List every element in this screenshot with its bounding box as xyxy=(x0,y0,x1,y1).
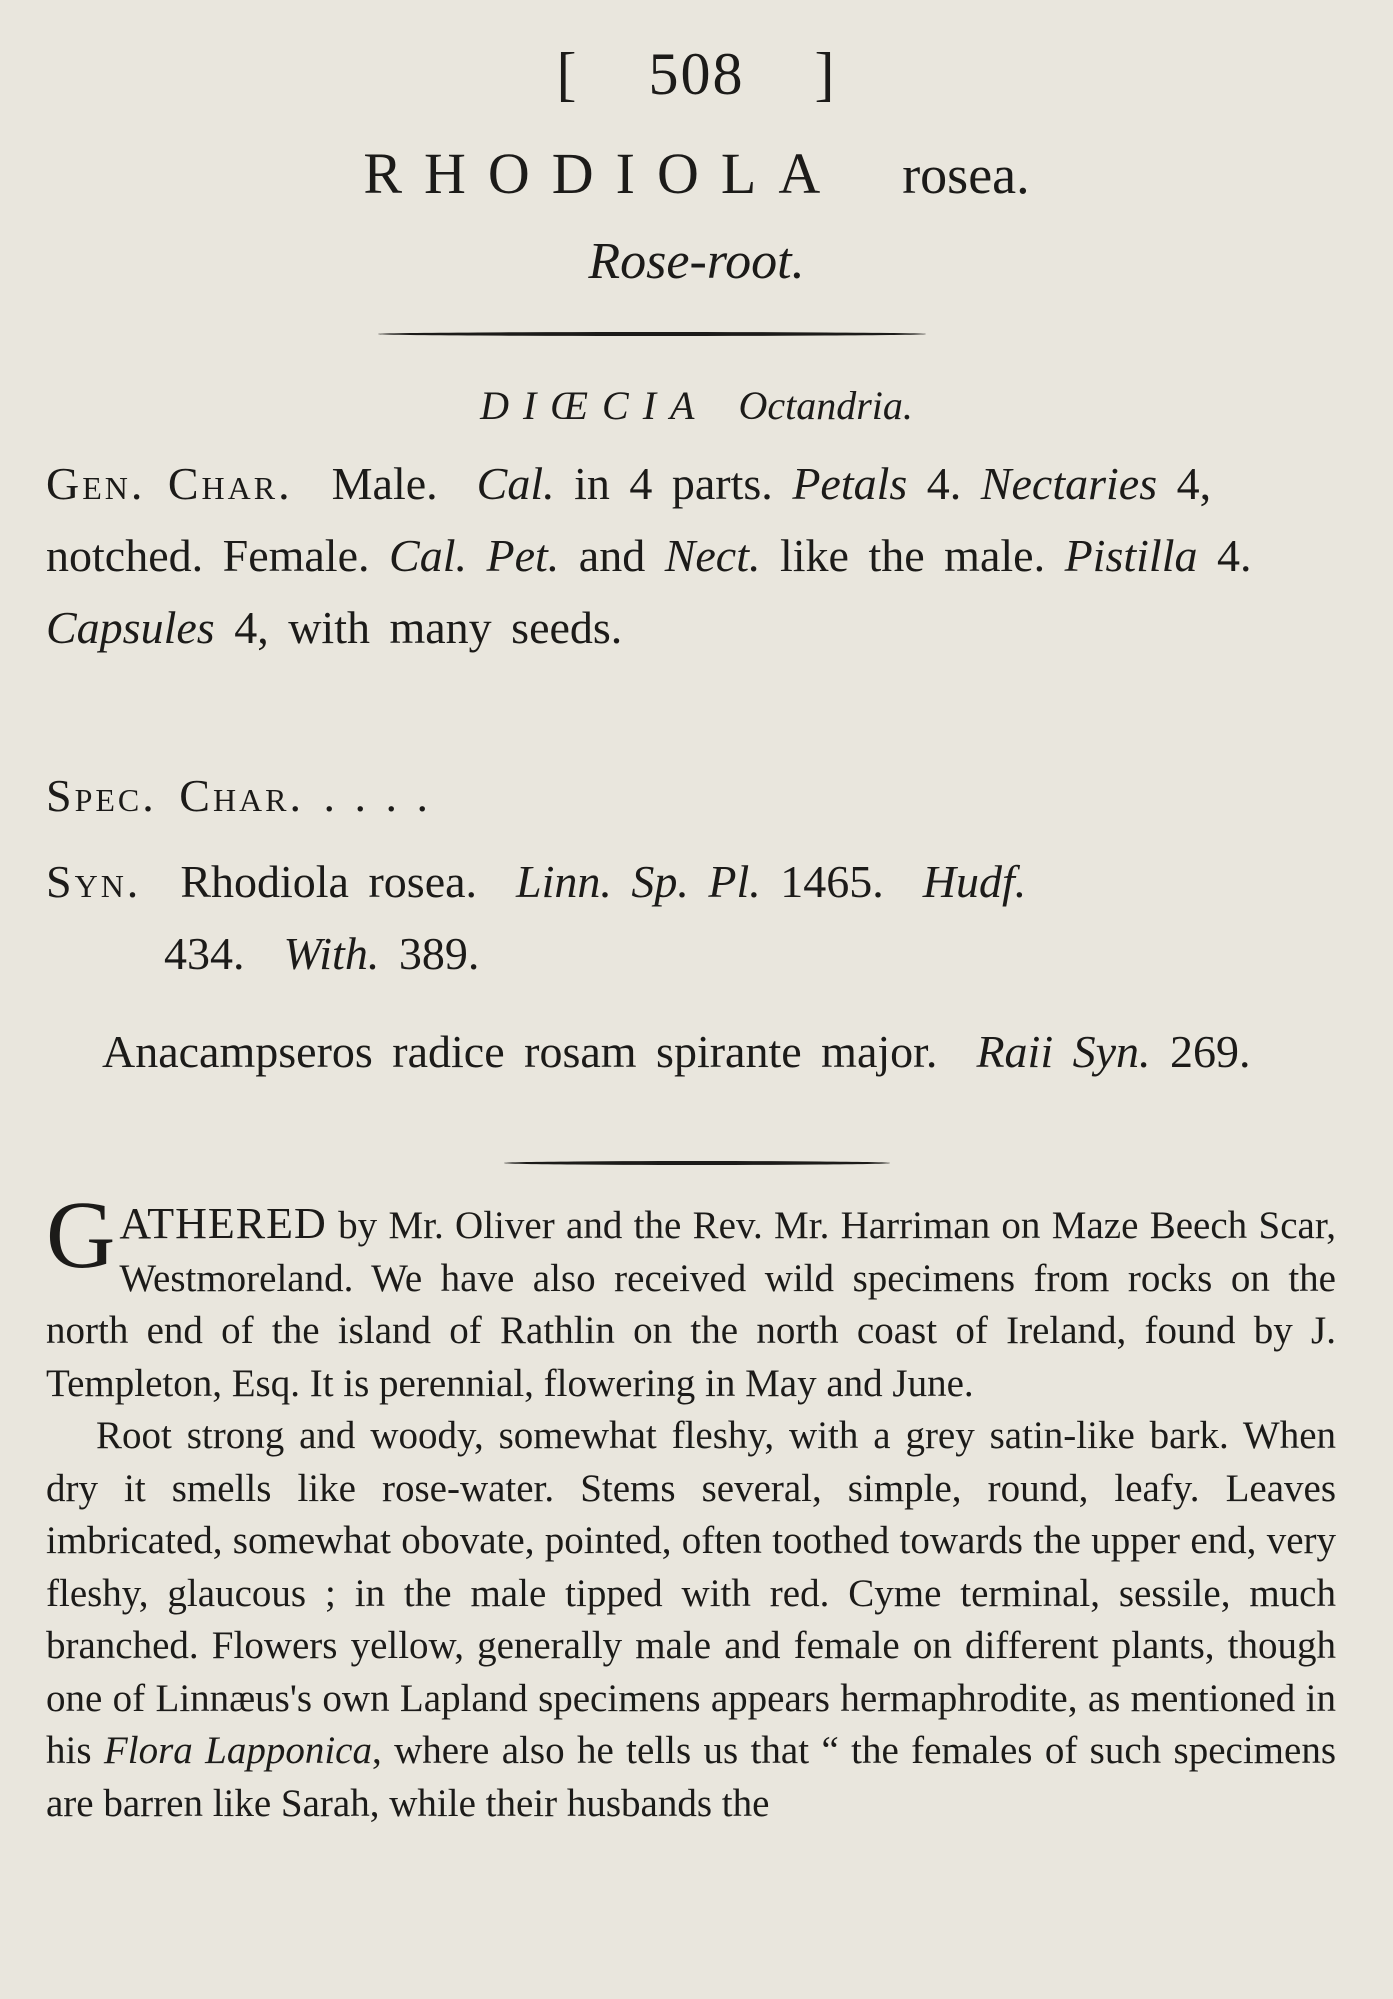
paragraph-1-text: by Mr. Oliver and the Rev. Mr. Harriman on Maze Beech Scar, Westmoreland. We have also received wild specimens from rocks on the north end of the island of Rathlin on the north coast of Ireland, found by J. Templeton, Esq. It is perennial, flowering in May and June. xyxy=(46,1204,1336,1405)
gen-char-segment: Cal. xyxy=(476,458,555,509)
syn-ref-linnaeus-num: 1465. xyxy=(780,856,884,907)
classification xyxy=(0,382,1393,429)
description-paragraph-2 xyxy=(46,1410,1336,1830)
order-name: Octandria. xyxy=(738,383,913,428)
drop-cap: G xyxy=(46,1181,116,1288)
synonym-anacampseros xyxy=(46,1016,1336,1088)
class-name: DIŒCIA xyxy=(480,383,709,428)
ornamental-rule-2 xyxy=(504,1161,890,1165)
gen-char-segment: Nect. xyxy=(664,530,761,581)
syn-ref-hudson-num: 434. xyxy=(164,928,245,979)
spec-char-dots: . . . . xyxy=(323,770,429,821)
anacampseros-ref-num: 269. xyxy=(1170,1026,1251,1077)
gen-char-segment: and xyxy=(559,530,665,581)
spec-char-label: Spec. Char. xyxy=(46,770,305,821)
plant-title xyxy=(0,140,1393,207)
genus-name: RHODIOLA xyxy=(363,141,843,206)
gen-char-segment: Pistilla xyxy=(1064,530,1198,581)
paragraph-2-end: , where also he tells us that “ the females of such specimens are barren like Sarah, while their husbands the xyxy=(46,1729,1337,1825)
lead-word: ATHERED xyxy=(119,1199,327,1248)
common-name: Rose-root. xyxy=(588,233,805,290)
anacampseros-text: Anacampseros radice rosam spirante major. xyxy=(102,1026,938,1077)
gen-char-segment: Capsules xyxy=(46,602,215,653)
page-number: 508 xyxy=(648,41,745,107)
bracket-close: ] xyxy=(814,41,837,107)
specific-character xyxy=(46,760,428,832)
gen-char-male: Male. xyxy=(331,458,438,509)
generic-character xyxy=(46,448,1336,664)
gen-char-segment: Cal. Pet. xyxy=(389,530,560,581)
gen-char-segment: 4. xyxy=(907,458,981,509)
synonymy xyxy=(46,846,1336,990)
gen-char-segment: 4. xyxy=(1197,530,1252,581)
syn-ref-hudson: Hudf. xyxy=(922,856,1027,907)
gen-char-segment: like the male. xyxy=(760,530,1065,581)
anacampseros-ref: Raii Syn. xyxy=(976,1026,1151,1077)
bracket-open: [ xyxy=(556,41,579,107)
syn-name: Rhodiola rosea. xyxy=(180,856,478,907)
gen-char-segment: Nectaries xyxy=(980,458,1158,509)
gen-char-label: Gen. Char. xyxy=(46,458,293,509)
description xyxy=(46,1181,1337,1830)
syn-label: Syn. xyxy=(46,856,142,907)
flora-lapponica-title: Flora Lapponica xyxy=(103,1729,372,1772)
gen-char-segment: 4, with many seeds. xyxy=(214,602,623,653)
species-name: rosea. xyxy=(902,145,1030,205)
gen-char-segment: in 4 parts. xyxy=(554,458,793,509)
description-paragraph-1 xyxy=(46,1181,1336,1410)
page-number-header xyxy=(0,40,1393,109)
gen-char-segment: 4, notched. Female. xyxy=(46,458,1212,581)
syn-ref-withering-num: 389. xyxy=(398,928,480,979)
paragraph-2-text: Root strong and woody, somewhat fleshy, with a grey satin-like bark. When dry it smells like rose-water. Stems several, simple, round, leafy. Leaves imbricated, somewhat obovate, pointed, often toothed towards the upper end, very fleshy, glaucous ; in the male tipped with red. Cyme terminal, sessile, much branched. Flowers yellow, generally male and female on different plants, though one of Linnæus's own Lapland specimens appears hermaphrodite, as mentioned in his xyxy=(46,1414,1336,1772)
syn-ref-withering: With. xyxy=(283,928,380,979)
syn-ref-linnaeus: Linn. Sp. Pl. xyxy=(516,856,761,907)
gen-char-segment: Petals xyxy=(792,458,908,509)
ornamental-rule xyxy=(378,332,926,336)
